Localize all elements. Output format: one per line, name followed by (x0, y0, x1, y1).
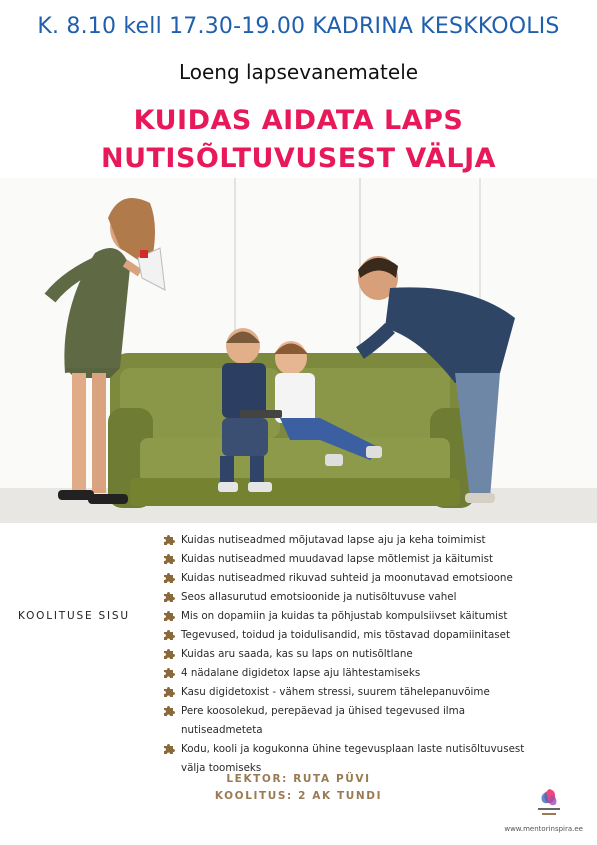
topic-list (163, 531, 543, 778)
puzzle-piece-icon (163, 534, 175, 546)
puzzle-piece-icon (163, 591, 175, 603)
puzzle-piece-icon (163, 629, 175, 641)
title-line-2: NUTISÕLTUVUSEST VÄLJA (100, 143, 497, 174)
topic-text: Mis on dopamiin ja kuidas ta põhjustab kompulsiivset käitumist (181, 610, 508, 622)
puzzle-piece-icon (163, 610, 175, 622)
puzzle-piece-icon (163, 553, 175, 565)
topic-item (163, 607, 543, 626)
topic-text: Kuidas aru saada, kas su laps on nutisõltlane (181, 648, 413, 660)
topic-item (163, 683, 543, 702)
topic-text: Kodu, kooli ja kogukonna ühine tegevusplaan laste nutisõltuvusest välja toomiseks (181, 743, 525, 774)
puzzle-piece-icon (163, 572, 175, 584)
event-date-line: K. 8.10 kell 17.30-19.00 KADRINA KESKKOOLIS (37, 14, 560, 39)
topic-item (163, 550, 543, 569)
topic-text: Tegevused, toidud ja toidulisandid, mis tõstavad dopamiinitaset (181, 629, 511, 641)
event-title (0, 102, 597, 178)
topic-item (163, 645, 543, 664)
topic-text: Pere koosolekud, perepäevad ja ühised tegevused ilma nutiseadmeteta (181, 705, 466, 736)
topic-item (163, 664, 543, 683)
family-photo (0, 178, 597, 523)
topic-item (163, 626, 543, 645)
koolitus-line: KOOLITUS: 2 AK TUNDI (214, 790, 383, 802)
website-link[interactable]: www.mentorinspira.ee (504, 825, 583, 833)
mentor-inspira-logo (534, 786, 564, 820)
event-subtitle: Loeng lapsevanematele (178, 60, 419, 84)
topic-text: Kuidas nutiseadmed muudavad lapse mõtlemist ja käitumist (181, 553, 493, 565)
topic-text: Seos allasurutud emotsioonide ja nutisõltuvuse vahel (181, 591, 457, 603)
topic-text: Kuidas nutiseadmed rikuvad suhteid ja moonutavad emotsioone (181, 572, 513, 584)
topic-item (163, 569, 543, 588)
puzzle-piece-icon (163, 667, 175, 679)
title-line-1: KUIDAS AIDATA LAPS (133, 105, 464, 136)
topic-text: 4 nädalane digidetox lapse aju lähtestamiseks (181, 667, 421, 679)
puzzle-piece-icon (163, 705, 175, 717)
puzzle-piece-icon (163, 743, 175, 755)
lektor-line: LEKTOR: RUTA PÜVI (226, 773, 371, 785)
topic-item (163, 531, 543, 550)
topic-text: Kuidas nutiseadmed mõjutavad lapse aju ja keha toimimist (181, 534, 486, 546)
topic-item (163, 588, 543, 607)
topic-text: Kasu digidetoxist - vähem stressi, suurem tähelepanuvõime (181, 686, 490, 698)
puzzle-piece-icon (163, 686, 175, 698)
section-label: KOOLITUSE SISU (18, 610, 130, 622)
topic-item (163, 702, 543, 740)
puzzle-piece-icon (163, 648, 175, 660)
